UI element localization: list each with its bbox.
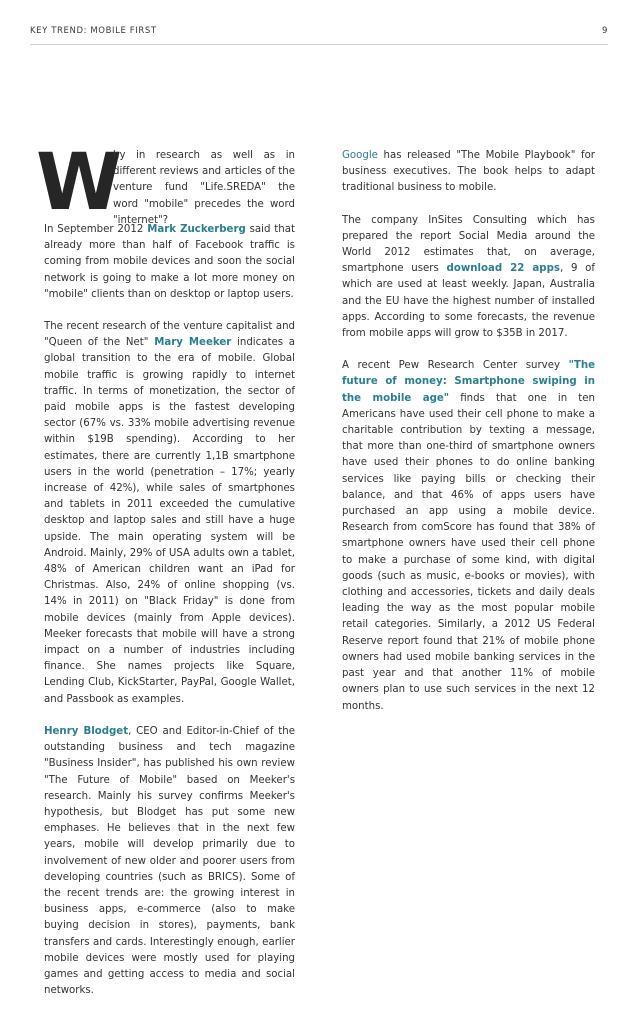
paragraph-zuckerberg [44, 222, 295, 303]
page-header [30, 26, 608, 40]
link-google[interactable]: Google [342, 150, 378, 161]
paragraph-insites [342, 213, 595, 343]
header-divider [30, 44, 608, 45]
text-run: In September 2012 [44, 224, 148, 235]
link-mark-zuckerberg[interactable]: Mark Zuckerberg [147, 224, 246, 235]
text-run: finds that one in ten Americans have used their cell phone to make a charitable contribution by texting a message, that more than one-third of smartphone owners have used their phones to do online banking services like paying bills or checking their balance, and that 46% of apps users have purchased an app using a mobile device. Research from comScore has found that 38% of smartphone owners have used their cell phone to make a purchase of some kind, with digital goods (such as music, e-books or movies), with clothing and accessories, tickets and daily deals leading the way as the most popular mobile retail categories. Similarly, a 2012 US Federal Reserve report found that 21% of mobile phone owners had used mobile banking services in the past year and that another 11% of mobile owners plan to use such services in the next 12 months. [342, 392, 595, 712]
right-column [342, 148, 595, 731]
intro-text: hy in research as well as in different reviews and articles of the venture fund "Life.SREDA" the word "mobile" precedes the word "internet"? [113, 150, 295, 226]
link-future-of-money[interactable]: "The future of money: Smartphone swiping in the mobile age" [342, 360, 595, 404]
paragraph-pew [342, 358, 595, 714]
paragraph-google [342, 148, 595, 197]
section-title: KEY TREND: MOBILE FIRST [30, 26, 157, 36]
link-mary-meeker[interactable]: Mary Meeker [154, 337, 232, 349]
link-download-22-apps[interactable]: download 22 apps [446, 263, 560, 275]
text-run: The company InSites Consulting which has prepared the report Social Media around the World 2012 estimates that, on average, smartphone users [342, 214, 595, 275]
text-run: said that already more than half of Facebook traffic is coming from mobile devices and soon the social network is going to make a lot more money on "mobile" clients than on desktop or laptop users. [44, 224, 295, 300]
drop-cap: W [36, 138, 123, 228]
text-run: indicates a global transition to the era of mobile. Global mobile traffic is growing rapidly to internet traffic. In terms of monetization, the sector of paid mobile apps is the fastest developing sector (67% vs. 33% mobile advertising revenue within $19B spending). According to her estimates, there are currently 1,1B smartphone users in the world (penetration – 17%; yearly increase of 42%), while sales of smartphones and tablets in 2011 exceeded the cumulative desktop and laptop sales and still have a huge upside. The main operating system will be Android. Mainly, 29% of USA adults own a tablet, 48% of American children want an iPad for Christmas. Also, 24% of online shopping (vs. 14% in 2011) on "Black Friday" is done from mobile devices (mainly from Apple devices). Meeker forecasts that mobile will have a strong impact on a number of industries including finance. She names projects like Square, Lending Club, KickStarter, PayPal, Google Wallet, and Passbook as examples. [44, 337, 295, 705]
paragraph-meeker [44, 319, 295, 708]
intro-block [36, 138, 295, 228]
text-run: , CEO and Editor-in-Chief of the outstanding business and tech magazine "Business Insider", has published his own review "The Future of Mobile" based on Meeker's research. Mainly his survey confirms Meeker's hypothesis, but Blodget has put some new emphases. He believes that in the next few years, mobile will develop primarily due to involvement of new older and poorer users from developing countries (such as BRICS). Some of the recent trends are: the growing interest in business apps, e-commerce (also to make buying decision in stores), payments, bank transfers and cards. Interestingly enough, earlier mobile devices were mostly used for playing games and getting access to media and social networks. [44, 725, 295, 997]
text-run: The recent research of the venture capitalist and "Queen of the Net" [44, 321, 295, 349]
page-number: 9 [601, 26, 608, 36]
link-henry-blodget[interactable]: Henry Blodget [44, 725, 129, 737]
text-run: has released "The Mobile Playbook" for business executives. The book helps to adapt traditional business to mobile. [342, 150, 595, 194]
text-run: , 9 of which are used at least weekly. Japan, Australia and the EU have the highest number of installed apps. According to some forecasts, the revenue from mobile apps will grow to $35B in 2017. [342, 263, 595, 340]
left-column [36, 138, 295, 1015]
paragraph-blodget [44, 724, 295, 999]
text-run: A recent Pew Research Center survey [342, 360, 569, 372]
